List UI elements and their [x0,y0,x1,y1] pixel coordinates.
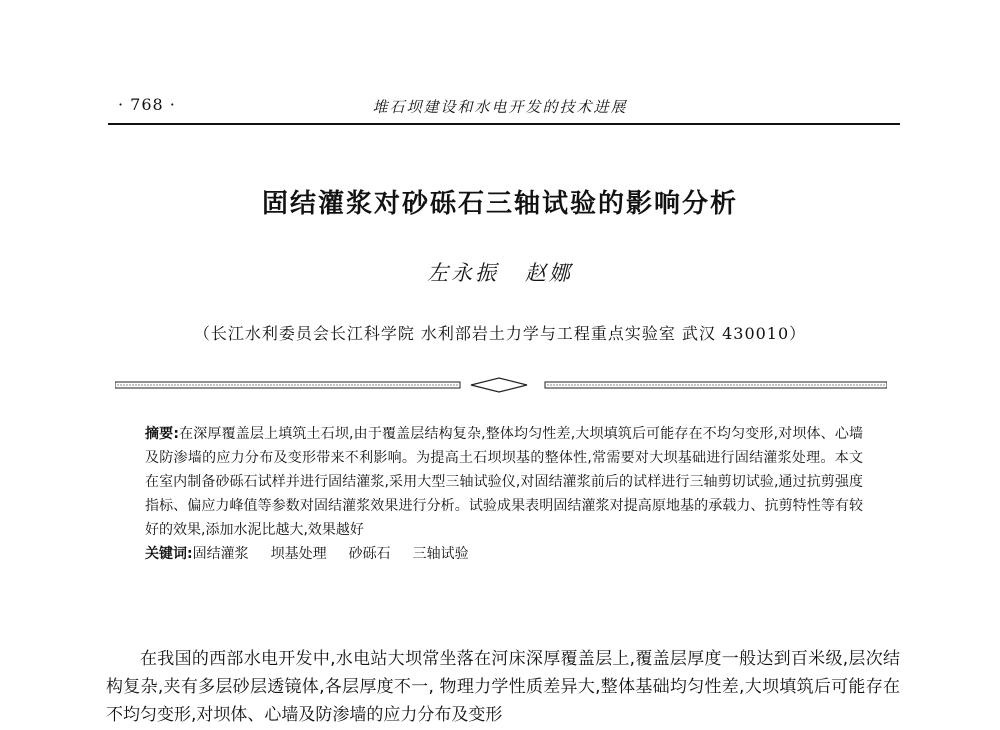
header-rule [108,123,900,125]
authors: 左永振 赵娜 [427,261,573,285]
body-text [106,645,900,729]
divider-diamond [471,378,527,392]
abstract-label: 摘要: [145,426,179,442]
keywords-label: 关键词: [145,546,193,562]
section-divider-ornament [115,376,887,396]
keywords-line [145,542,863,566]
affiliation: （长江水利委员会长江科学院 水利部岩土力学与工程重点实验室 武汉 430010） [193,324,807,343]
keyword-item: 固结灌浆 [192,546,249,562]
abstract-text: 在深厚覆盖层上填筑土石坝,由于覆盖层结构复杂,整体均匀性差,大坝填筑后可能存在不均匀变形,对坝体、心墙及防渗墙的应力分布及变形带来不利影响。为提高土石坝坝基的整体性,常需要对大坝基础进行固结灌浆处理。本文在室内制备砂砾石试样并进行固结灌浆,采用大型三轴试验仪,对固结灌浆前后的试样进行三轴剪切试验,通过抗剪强度指标、偏应力峰值等参数对固结灌浆效果进行分析。试验成果表明固结灌浆对提高原地基的承载力、抗剪特性等有较好的效果,添加水泥比越大,效果越好 [145,426,863,538]
page-number: · 768 · [118,95,176,114]
abstract-paragraph [145,422,863,542]
keyword-item: 三轴试验 [412,546,469,562]
body-paragraph: 在我国的西部水电开发中,水电站大坝常坐落在河床深厚覆盖层上,覆盖层厚度一般达到百米级,层次结构复杂,夹有多层砂层透镜体,各层厚度不一, 物理力学性质差异大,整体基础均匀性差,大坝填筑后可能存在不均匀变形,对坝体、心墙及防渗墙的应力分布及变形 [106,649,900,725]
abstract-block [145,422,863,566]
running-title: 堆石坝建设和水电开发的技术进展 [372,98,628,116]
keyword-item: 坝基处理 [270,546,327,562]
keyword-item: 砂砾石 [348,546,391,562]
article-title: 固结灌浆对砂砾石三轴试验的影响分析 [261,189,738,219]
